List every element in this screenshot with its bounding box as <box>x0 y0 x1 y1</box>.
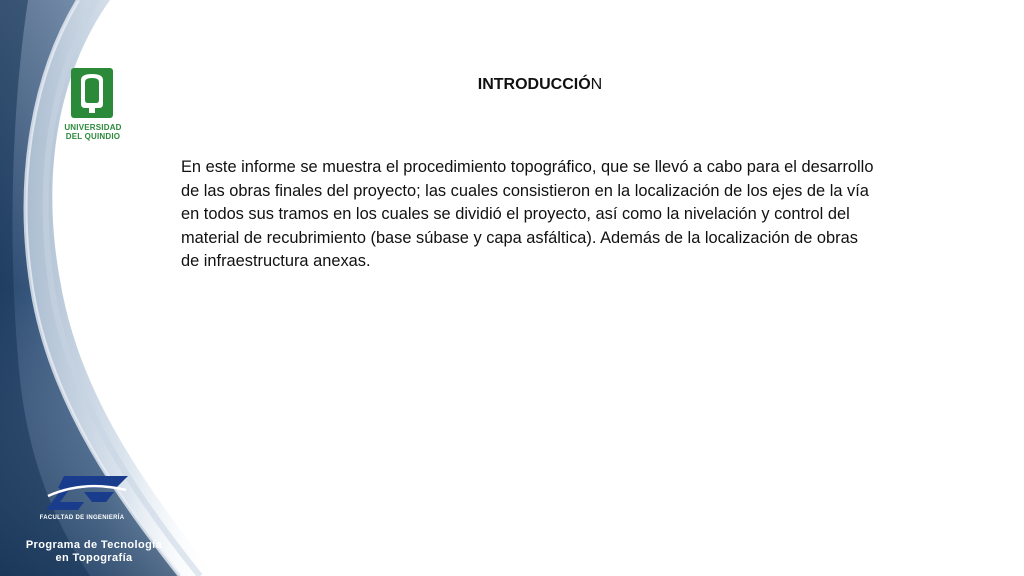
body-line: de infraestructura anexas. <box>181 252 371 271</box>
faculty-logo-icon <box>44 474 130 512</box>
body-line: de las obras finales del proyecto; las cuales consistieron en la localización de los ejes de la vía <box>181 181 869 200</box>
body-line: en todos sus tramos en los cuales se dividió el proyecto, así como la nivelación y control del <box>181 205 850 224</box>
university-name <box>60 123 126 141</box>
body-line: En este informe se muestra el procedimiento topográfico, que se llevó a cabo para el desarrollo <box>181 158 874 176</box>
program-name <box>14 539 174 565</box>
slide-body <box>181 156 941 274</box>
slide-title-bold: INTRODUCCIÓ <box>477 76 591 93</box>
program-name-line1: Programa de Tecnología <box>25 539 163 551</box>
slide-title <box>440 76 640 94</box>
slide-title-rest: N <box>590 76 603 93</box>
sidebar-background <box>0 0 260 576</box>
university-name-line2: DEL QUINDIO <box>65 132 121 141</box>
body-line: material de recubrimiento (base súbase y capa asfáltica). Además de la localización de obras <box>181 228 858 247</box>
faculty-label: FACULTAD DE INGENIERÍA <box>39 515 125 521</box>
university-name-line1: UNIVERSIDAD <box>64 123 122 132</box>
program-name-line2: en Topografía <box>55 552 133 564</box>
